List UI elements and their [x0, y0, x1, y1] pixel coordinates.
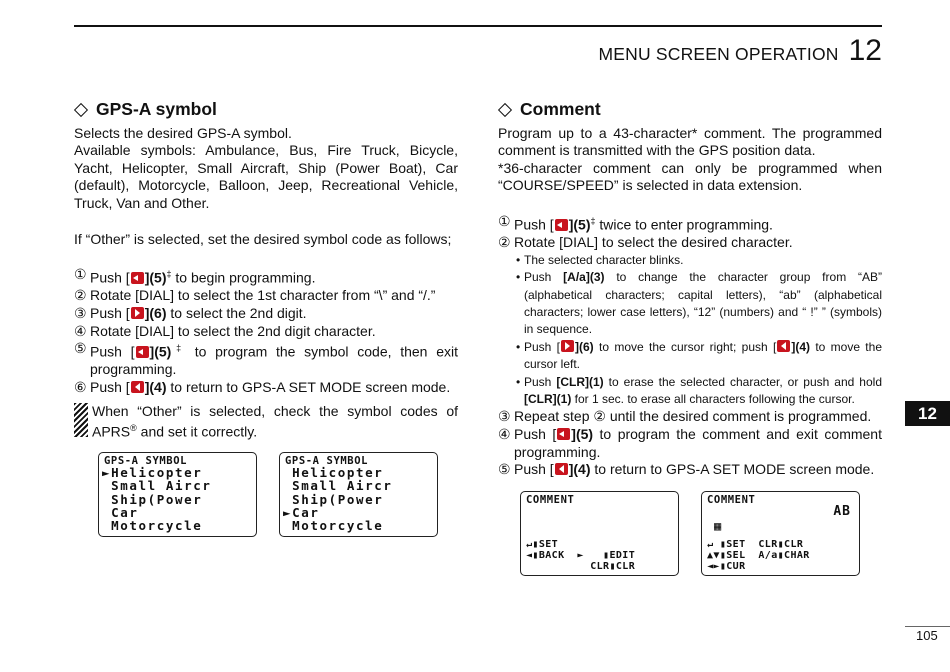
cursor-block: ▦ [714, 519, 722, 533]
lcd-comment-edit-screen: COMMENT AB ▦ ↵ ▮SET CLR▮CLR ▲▼▮SEL A/a▮CHAR ◄►▮CUR [701, 491, 860, 576]
step-4: ④ Rotate [DIAL] to select the 2nd digit character. [74, 322, 376, 339]
bullet: • The selected character blinks. [516, 252, 684, 267]
lcd-gps-a-symbol-car: GPS-A SYMBOL Helicopter Small Aircr Ship(Power ►Car Motorcycle [279, 452, 438, 537]
top-rule [74, 25, 882, 27]
lcd-row: ►Car [283, 504, 320, 520]
lcd-row: Motorcycle [283, 518, 384, 534]
chapter-title: MENU SCREEN OPERATION [598, 44, 839, 64]
step-5: ⑤ Push [ ](4) to return to GPS-A SET MODE screen mode. [498, 461, 875, 478]
step-3: ③ Repeat step ② until the desired comment is programmed. [498, 408, 872, 425]
enter-key-icon [131, 272, 144, 284]
lcd-line: ▲▼▮SEL A/a▮CHAR [707, 550, 810, 561]
comment-section [498, 101, 882, 479]
step-1: ① Push [ ](5)‡ twice to enter programming. [498, 212, 773, 233]
chapter-number: 12 [848, 34, 882, 67]
lcd-row: Small Aircr [102, 478, 212, 494]
bullet: • Push [ ](6) to move the cursor right; push [ ](4) to move the cursor left. [516, 339, 882, 372]
other-text: If “Other” is selected, set the desired symbol code as follows; [74, 230, 452, 247]
diamond-bullet-icon [498, 103, 512, 117]
lcd-row: Motorcycle [102, 518, 203, 534]
bullet: • Push [A/a](3) to change the character group from “AB” (alphabetical characters; capital letters), “ab” (alphabetical characters; lower case letters), “12” (numbers) and “ !” ” (symbols) in sequence. [516, 270, 883, 337]
lcd-row: Ship(Power [283, 491, 384, 507]
left-key-icon [777, 340, 790, 352]
lcd-line: ◄▮BACK ► ▮EDIT [526, 550, 636, 561]
lcd-row: Car [102, 504, 139, 520]
step-6: ⑥ Push [ ](4) to return to GPS-A SET MODE screen mode. [74, 379, 451, 396]
step-2: ② Rotate [DIAL] to select the 1st character from “\” and “/.” [74, 287, 436, 304]
lcd-line: ◄►▮CUR [707, 561, 746, 572]
lcd-row: ►Helicopter [102, 465, 203, 480]
lcd-line: CLR▮CLR [526, 561, 636, 572]
lcd-line: ↵ ▮SET CLR▮CLR [707, 539, 804, 550]
section-heading: GPS-A symbol [74, 101, 458, 119]
diamond-bullet-icon [74, 103, 88, 117]
comment-p2: *36-character comment can only be programmed when “COURSE/SPEED” is selected in data extension. [498, 159, 882, 194]
step-3: ③ Push [ ](6) to select the 2nd digit. [74, 305, 307, 321]
intro-text: Selects the desired GPS-A symbol. [74, 124, 292, 141]
enter-key-icon [136, 346, 149, 358]
gps-a-symbol-section [74, 101, 458, 441]
step-2: ② Rotate [DIAL] to select the desired character. [498, 234, 793, 251]
right-key-icon [561, 340, 574, 352]
step-5: ⑤ Push [ ](5)‡ to program the symbol code, then exit programming. [74, 340, 458, 378]
enter-key-icon [557, 428, 570, 440]
bullet: • Push [CLR](1) to erase the selected character, or push and hold [CLR](1) for 1 sec. to erase all characters following the cursor. [516, 374, 882, 407]
chapter-header [598, 34, 882, 68]
available-symbols-text: Available symbols: Ambulance, Bus, Fire Truck, Bicycle, Yacht, Helicopter, Small Aircraft, Ship (Power Boat), Car (default), Motorcycle, Balloon, Jeep, Recreational Vehicle, Truck, Van and Other. [74, 142, 458, 211]
note: When “Other” is selected, check the symbol codes of APRS® and set it correctly. [74, 403, 458, 442]
lcd-line: ↵▮SET [526, 539, 559, 550]
left-key-icon [555, 463, 568, 475]
comment-p1: Program up to a 43-character* comment. The programmed comment is transmitted with the GPS position data. [498, 124, 882, 159]
step-2-bullets [516, 252, 882, 409]
enter-key-icon [555, 219, 568, 231]
lcd-row: Small Aircr [283, 478, 393, 494]
lcd-row: Ship(Power [102, 491, 203, 507]
bottom-rule [905, 626, 950, 627]
section-heading: Comment [498, 101, 882, 119]
step-1: ① Push [ ](5)‡ to begin programming. [74, 266, 316, 286]
right-key-icon [131, 307, 144, 319]
note-hatch-icon [74, 403, 88, 437]
lcd-gps-a-symbol-helicopter: GPS-A SYMBOL ►Helicopter Small Aircr Ship(Power Car Motorcycle [98, 452, 257, 537]
char-group-indicator: AB [833, 504, 851, 519]
left-key-icon [131, 381, 144, 393]
lcd-comment-screen: COMMENT ↵▮SET ◄▮BACK ► ▮EDIT CLR▮CLR [520, 491, 679, 576]
chapter-tab: 12 [905, 401, 950, 426]
lcd-row: Helicopter [283, 465, 384, 480]
step-4: ④ Push [ ](5) to program the comment and exit comment programming. [498, 426, 882, 460]
page-number: 105 [916, 628, 938, 643]
